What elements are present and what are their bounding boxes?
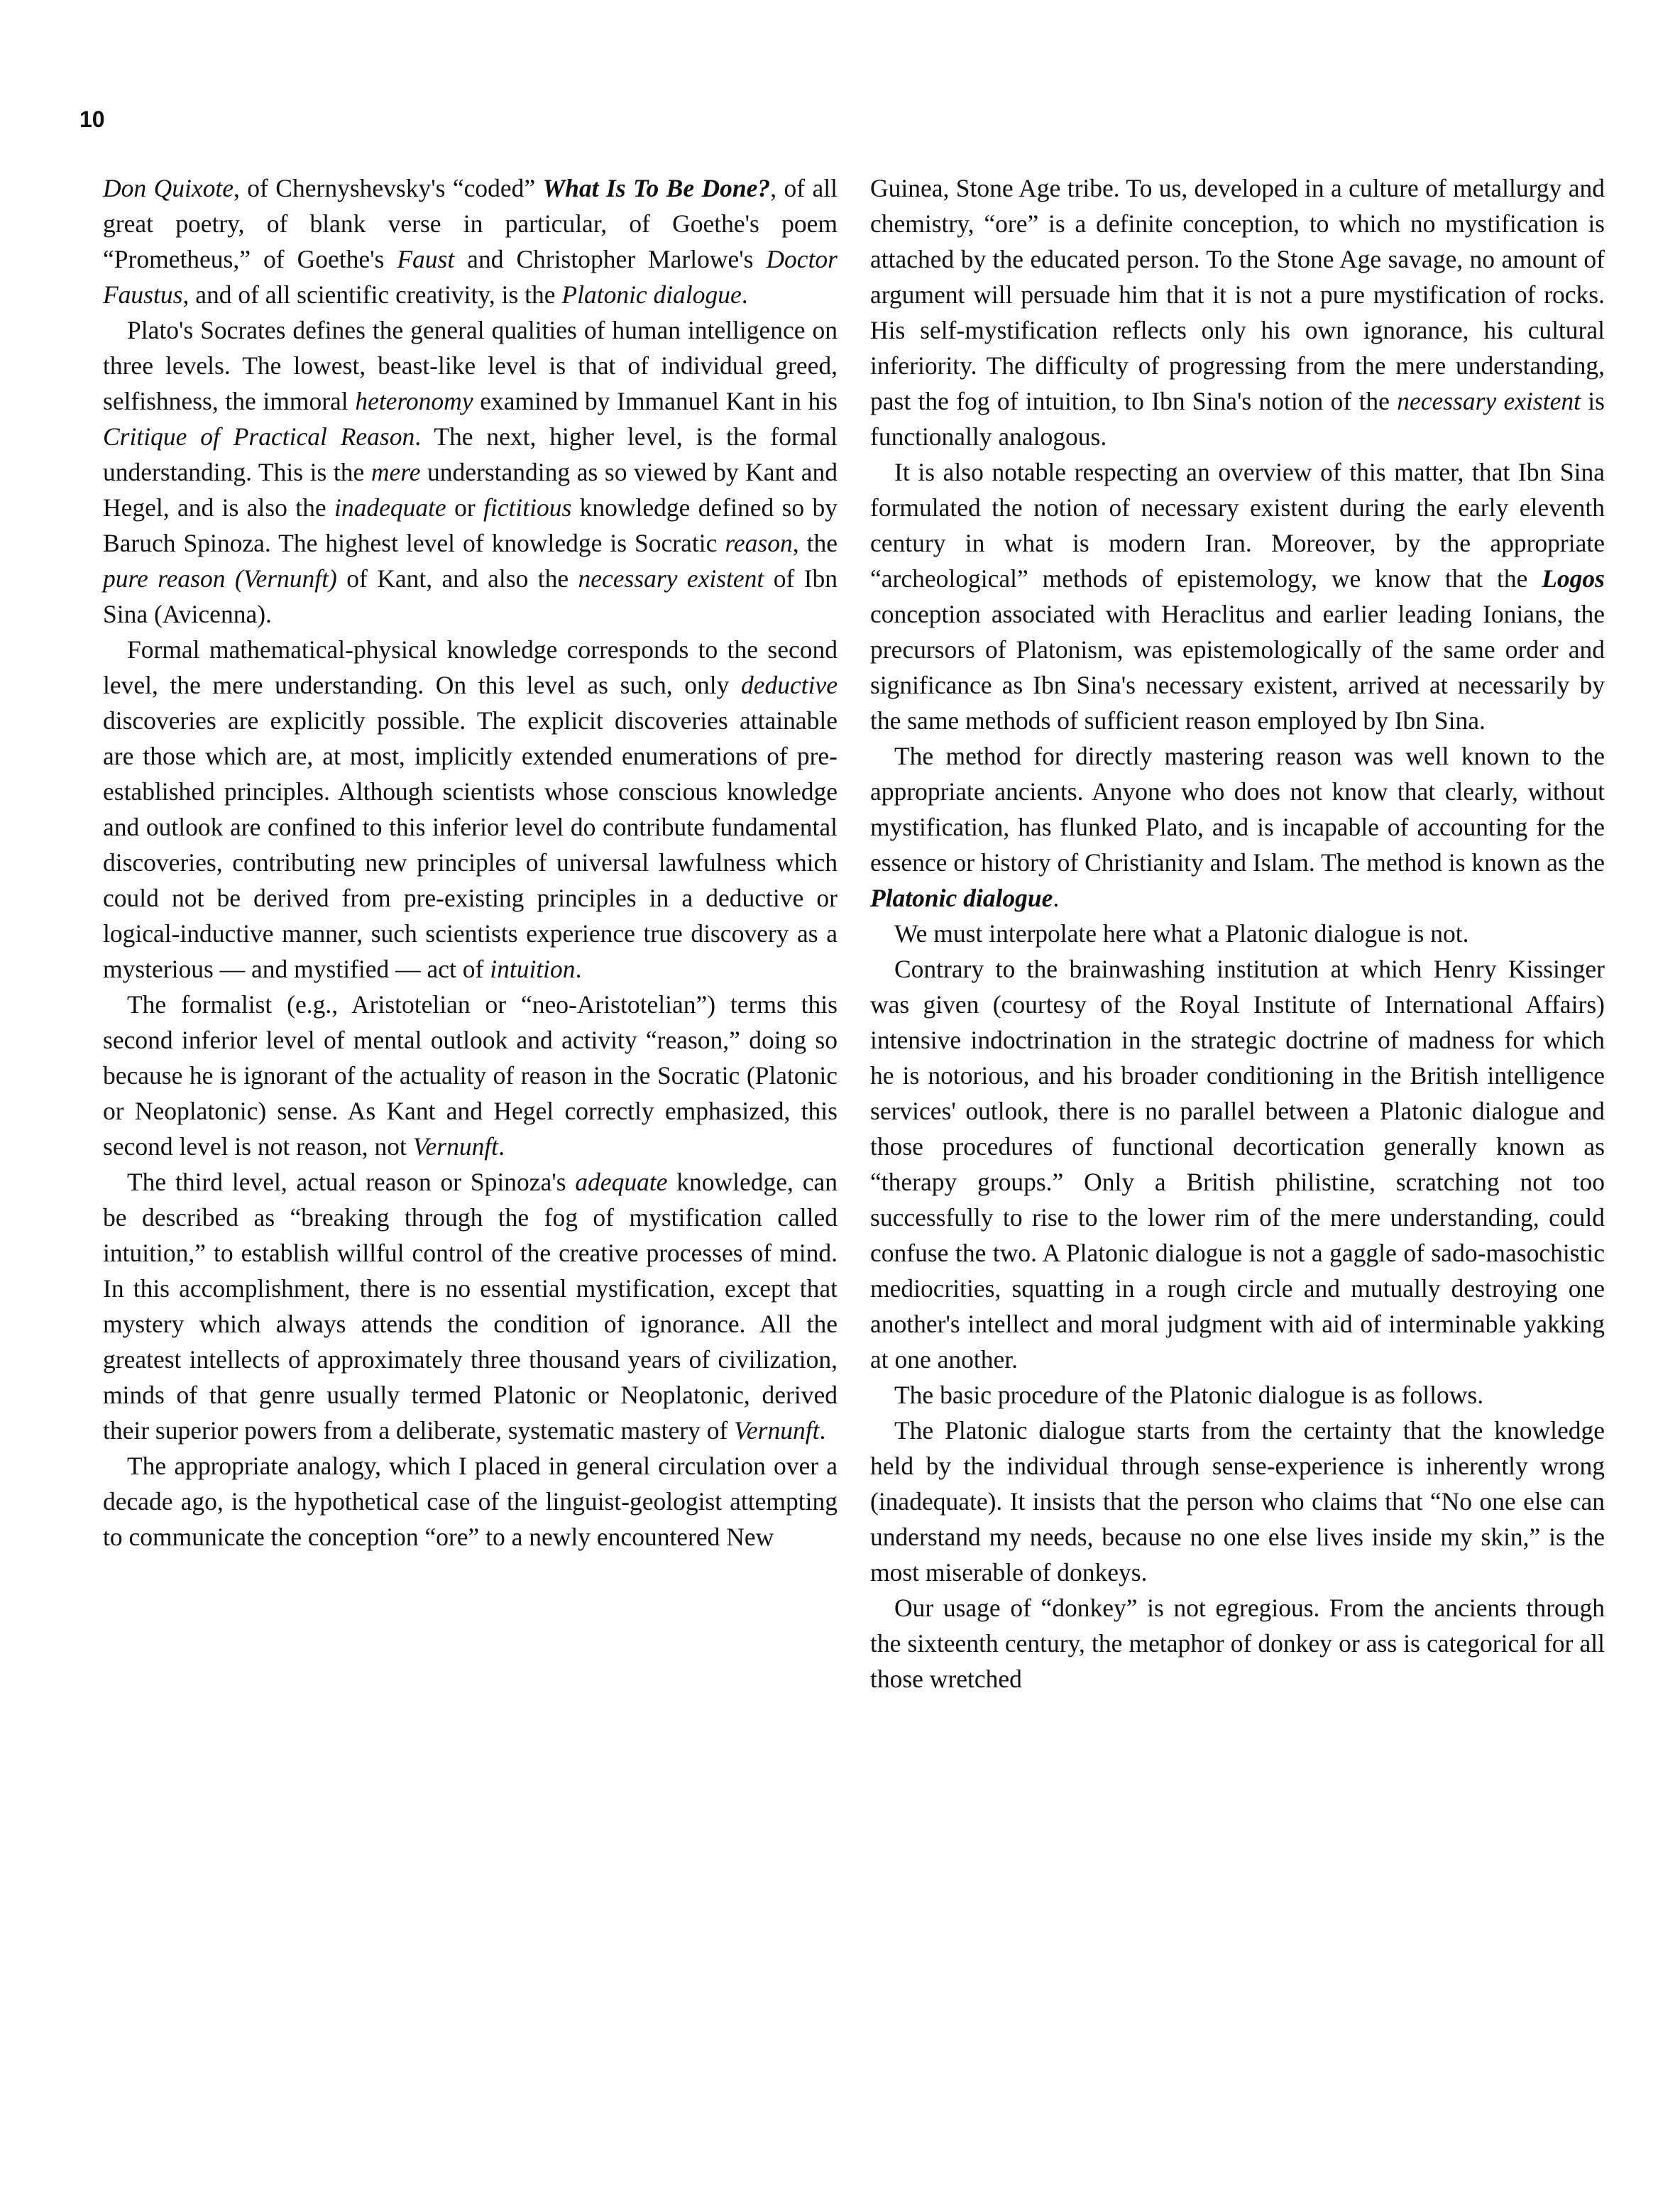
italic-text: reason: [725, 529, 793, 557]
italic-text: fictitious: [483, 493, 572, 522]
text-run: . The next, higher level, is the formal understanding. This is the: [103, 422, 838, 486]
italic-text: Don Quixote: [103, 174, 234, 202]
italic-text: Critique of Practical Reason: [103, 422, 415, 451]
text-run: , of all great poetry, of blank verse in particular, of Goethe's poem “Prometheus,” of Goethe's: [103, 174, 838, 273]
text-run: knowledge, can be described as “breaking through the fog of mystification called intuition,” to establish willful control of the creative processes of mind. In this accomplishment, there is no essential mystification, except that mystery which always attends the condition of ignorance. All the greatest intellects of approximately three thousand years of civilization, minds of that genre usually termed Platonic or Neoplatonic, derived their superior powers from a deliberate, systematic mastery of: [103, 1168, 838, 1445]
italic-text: Platonic dialogue: [561, 280, 742, 309]
paragraph: [870, 170, 1605, 454]
text-run: .: [498, 1132, 505, 1161]
italic-text: pure reason (Vernunft): [103, 564, 337, 593]
text-run: of Kant, and also the: [336, 564, 578, 593]
italic-text: deductive: [740, 671, 838, 699]
paragraph: [103, 312, 838, 632]
text-run: of Ibn Sina (Avicenna).: [103, 564, 838, 628]
paragraph: [870, 1590, 1605, 1697]
paragraph: [870, 951, 1605, 1377]
text-run: and Christopher Marlowe's: [454, 245, 767, 273]
paragraph: [103, 1164, 838, 1448]
paragraph: [870, 1377, 1605, 1413]
italic-text: necessary existent: [578, 564, 764, 593]
right-column: [870, 170, 1605, 1697]
italic-text: inadequate: [334, 493, 446, 522]
text-run: Plato's Socrates defines the general qualities of human intelligence on three levels. The lowest, beast-like level is that of individual greed, selfishness, the immoral: [103, 316, 838, 415]
text-run: .: [1053, 884, 1060, 912]
text-run: , and of all scientific creativity, is the: [182, 280, 562, 309]
text-run: .: [819, 1416, 826, 1445]
paragraph: [103, 170, 838, 312]
text-run: , the: [792, 529, 838, 557]
text-run: It is also notable respecting an overview of this matter, that Ibn Sina formulated the notion of necessary existent during the early eleventh century in what is modern Iran. Moreover, by the appropriate “archeological” methods of epistemology, we know that the: [870, 458, 1605, 593]
paragraph: [870, 738, 1605, 916]
text-run: is functionally analogous.: [870, 387, 1605, 451]
text-run: The basic procedure of the Platonic dialogue is as follows.: [894, 1381, 1484, 1409]
text-run: Our usage of “donkey” is not egregious. From the ancients through the sixteenth century, the metaphor of donkey or ass is categorical for all those wretched: [870, 1594, 1605, 1693]
text-run: The method for directly mastering reason was well known to the appropriate ancients. Anyone who does not know that clearly, without mystification, has flunked Plato, and is incapable of accounting for the essence or history of Christianity and Islam. The method is known as the: [870, 742, 1605, 877]
text-run: The appropriate analogy, which I placed in general circulation over a decade ago, is the hypothetical case of the linguist-geologist attempting to communicate the conception “ore” to a newly encountered New: [103, 1452, 838, 1551]
text-run: examined by Immanuel Kant in his: [473, 387, 838, 415]
text-run: The Platonic dialogue starts from the certainty that the knowledge held by the individual through sense-experience is inherently wrong (inadequate). It insists that the person who claims that “No one else can understand my needs, because no one else lives inside my skin,” is the most miserable of donkeys.: [870, 1416, 1605, 1587]
text-run: The third level, actual reason or Spinoza's: [127, 1168, 576, 1196]
paragraph: [103, 1448, 838, 1555]
italic-text: Faust: [397, 245, 455, 273]
page-number: 10: [79, 106, 105, 132]
bold-italic-text: Platonic dialogue: [870, 884, 1053, 912]
italic-text: intuition: [490, 955, 576, 983]
text-run: conception associated with Heraclitus and earlier leading Ionians, the precursors of Platonism, was epistemologically of the same order and significance as Ibn Sina's necessary existent, arrived at necessarily by the same methods of sufficient reason employed by Ibn Sina.: [870, 600, 1605, 735]
bold-italic-text: What Is To Be Done?: [542, 174, 771, 202]
italic-text: Vernunft: [734, 1416, 820, 1445]
italic-text: Vernunft: [412, 1132, 499, 1161]
paragraph: [870, 916, 1605, 951]
italic-text: adequate: [575, 1168, 668, 1196]
paragraph: [870, 454, 1605, 738]
text-run: Contrary to the brainwashing institution at which Henry Kissinger was given (courtesy of the Royal Institute of International Affairs) intensive indoctrination in the strategic doctrine of madness for which he is notorious, and his broader conditioning in the British intelligence services' outlook, there is no parallel between a Platonic dialogue and those procedures of functional decortication generally known as “therapy groups.” Only a British philistine, scratching not too successfully to rise to the lower rim of the mere understanding, could confuse the two. A Platonic dialogue is not a gaggle of sado-masochistic mediocrities, squatting in a rough circle and mutually destroying one another's intellect and moral judgment with aid of interminable yakking at one another.: [870, 955, 1605, 1374]
italic-text: Doctor Faustus: [103, 245, 838, 309]
text-run: knowledge defined so by Baruch Spinoza. The highest level of knowledge is Socratic: [103, 493, 838, 557]
bold-italic-text: Logos: [1542, 564, 1605, 593]
text-run: , of Chernyshevsky's “coded”: [233, 174, 543, 202]
italic-text: heteronomy: [355, 387, 473, 415]
text-run: The formalist (e.g., Aristotelian or “neo-Aristotelian”) terms this second inferior level of mental outlook and activity “reason,” doing so because he is ignorant of the actuality of reason in the Socratic (Platonic or Neoplatonic) sense. As Kant and Hegel correctly emphasized, this second level is not reason, not: [103, 990, 838, 1161]
text-run: We must interpolate here what a Platonic dialogue is not.: [894, 919, 1469, 948]
paragraph: [870, 1413, 1605, 1590]
text-run: .: [575, 955, 582, 983]
text-run: discoveries are explicitly possible. The explicit discoveries attainable are those which are, at most, implicitly extended enumerations of pre-established principles. Although scientists whose conscious knowledge and outlook are confined to this inferior level do contribute fundamental discoveries, contributing new principles of universal lawfulness which could not be derived from pre-existing principles in a deductive or logical-inductive manner, such scientists experience true discovery as a mysterious — and mystified — act of: [103, 706, 838, 983]
text-run: Formal mathematical-physical knowledge corresponds to the second level, the mere understanding. On this level as such, only: [103, 635, 838, 699]
paragraph: [103, 987, 838, 1164]
text-run: Guinea, Stone Age tribe. To us, developed in a culture of metallurgy and chemistry, “ore” is a definite conception, to which no mystification is attached by the educated person. To the Stone Age savage, no amount of argument will persuade him that it is not a pure mystification of rocks. His self-mystification reflects only his own ignorance, his cultural inferiority. The difficulty of progressing from the mere understanding, past the fog of intuition, to Ibn Sina's notion of the: [870, 174, 1605, 415]
italic-text: necessary existent: [1397, 387, 1581, 415]
paragraph: [103, 632, 838, 987]
italic-text: mere: [370, 458, 421, 486]
text-run: .: [741, 280, 748, 309]
left-column: [103, 170, 838, 1555]
text-run: or: [446, 493, 484, 522]
text-run: understanding as so viewed by Kant and Hegel, and is also the: [103, 458, 838, 522]
